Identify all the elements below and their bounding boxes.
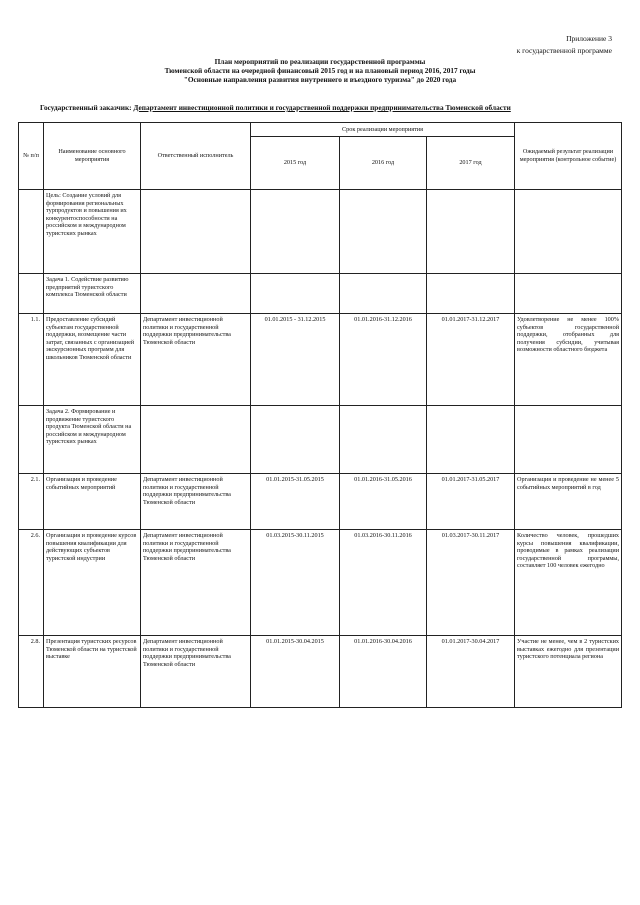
row-2015: 01.01.2015-31.05.2015 bbox=[251, 474, 340, 530]
row-name: Презентация туристских ресурсов Тюменской области на туристской выставке bbox=[44, 636, 141, 708]
row-result: Удовлетворение не менее 100% субъектов государственной поддержки, отобранных для получения субсидии, учитывая возможности областного бюджета bbox=[515, 314, 622, 406]
row-2017: 01.03.2017-30.11.2017 bbox=[427, 530, 515, 636]
appendix-note bbox=[517, 33, 612, 57]
customer-name: Департамент инвестиционной политики и государственной поддержки предпринимательства Тюменской области bbox=[133, 103, 511, 112]
header-2017: 2017 год bbox=[427, 137, 515, 190]
customer-label: Государственный заказчик: bbox=[40, 103, 132, 112]
row-num: 2.8. bbox=[19, 636, 44, 708]
header-row-1 bbox=[19, 123, 622, 137]
row-executor: Департамент инвестиционной политики и государственной поддержки предпринимательства Тюменской области bbox=[141, 314, 251, 406]
row-2015: 01.01.2015 - 31.12.2015 bbox=[251, 314, 340, 406]
table-row bbox=[19, 474, 622, 530]
row-2016: 01.01.2016-31.05.2016 bbox=[340, 474, 427, 530]
header-num: № п/п bbox=[19, 123, 44, 190]
row-name: Предоставление субсидий субъектам государственной поддержки, возмещение части затрат, связанных с организацией экскурсионных программ для школьников Тюменской области bbox=[44, 314, 141, 406]
row-executor: Департамент инвестиционной политики и государственной поддержки предпринимательства Тюменской области bbox=[141, 474, 251, 530]
table-row bbox=[19, 530, 622, 636]
title-line-2: Тюменской области на очередной финансовый 2015 год и на плановый период 2016, 2017 годы bbox=[164, 66, 476, 75]
row-executor: Департамент инвестиционной политики и государственной поддержки предпринимательства Тюменской области bbox=[141, 530, 251, 636]
row-2017: 01.01.2017-31.12.2017 bbox=[427, 314, 515, 406]
table-row bbox=[19, 314, 622, 406]
header-period: Срок реализации мероприятия bbox=[251, 123, 515, 137]
header-executor: Ответственный исполнитель bbox=[141, 123, 251, 190]
row-2016: 01.01.2016-30.04.2016 bbox=[340, 636, 427, 708]
title-line-3: "Основные направления развития внутреннего и въездного туризма" до 2020 года bbox=[183, 75, 457, 84]
row-2017: 01.01.2017-31.05.2017 bbox=[427, 474, 515, 530]
row-num: 1.1. bbox=[19, 314, 44, 406]
row-name: Организация и проведение курсов повышения квалификации для действующих субъектов туристской индустрии bbox=[44, 530, 141, 636]
row-name: Организация и проведение событийных мероприятий bbox=[44, 474, 141, 530]
row-2016: 01.01.2016-31.12.2016 bbox=[340, 314, 427, 406]
row-result: Участие не менее, чем в 2 туристских выставках ежегодно для презентации туристского потенциала региона bbox=[515, 636, 622, 708]
header-2015: 2015 год bbox=[251, 137, 340, 190]
task-1-row bbox=[19, 274, 622, 314]
goal-row bbox=[19, 190, 622, 274]
goal-text: Цель: Создание условий для формирования региональных турпродуктов и повышения их конкурентоспособности на российском и международном туристских рынках bbox=[44, 190, 141, 274]
document-title bbox=[60, 57, 580, 84]
row-num: 2.6. bbox=[19, 530, 44, 636]
appendix-line-2: к государственной программе bbox=[516, 46, 612, 55]
appendix-line-1: Приложение 3 bbox=[566, 34, 612, 43]
header-result: Ожидаемый результат реализации мероприятия (контрольное событие) bbox=[515, 123, 622, 190]
plan-table bbox=[18, 122, 622, 708]
row-executor: Департамент инвестиционной политики и государственной поддержки предпринимательства Тюменской области bbox=[141, 636, 251, 708]
row-result: Количество человек, прошедших курсы повышения квалификации, проводимые в рамках реализации государственной программы, составляет 100 человек ежегодно bbox=[515, 530, 622, 636]
state-customer bbox=[40, 103, 620, 112]
task-1-text: Задача 1. Содействие развитию предприятий туристского комплекса Тюменской области bbox=[44, 274, 141, 314]
row-2017: 01.01.2017-30.04.2017 bbox=[427, 636, 515, 708]
row-result: Организация и проведение не менее 5 событийных мероприятий в год bbox=[515, 474, 622, 530]
table-row bbox=[19, 636, 622, 708]
task-2-row bbox=[19, 406, 622, 474]
row-2015: 01.01.2015-30.04.2015 bbox=[251, 636, 340, 708]
row-2016: 01.03.2016-30.11.2016 bbox=[340, 530, 427, 636]
title-line-1: План мероприятий по реализации государственной программы bbox=[214, 57, 426, 66]
row-num: 2.1. bbox=[19, 474, 44, 530]
task-2-text: Задача 2. Формирование и продвижение туристского продукта Тюменской области на российском и международном туристских рынках bbox=[44, 406, 141, 474]
header-2016: 2016 год bbox=[340, 137, 427, 190]
header-name: Наименование основного мероприятия bbox=[44, 123, 141, 190]
row-2015: 01.03.2015-30.11.2015 bbox=[251, 530, 340, 636]
